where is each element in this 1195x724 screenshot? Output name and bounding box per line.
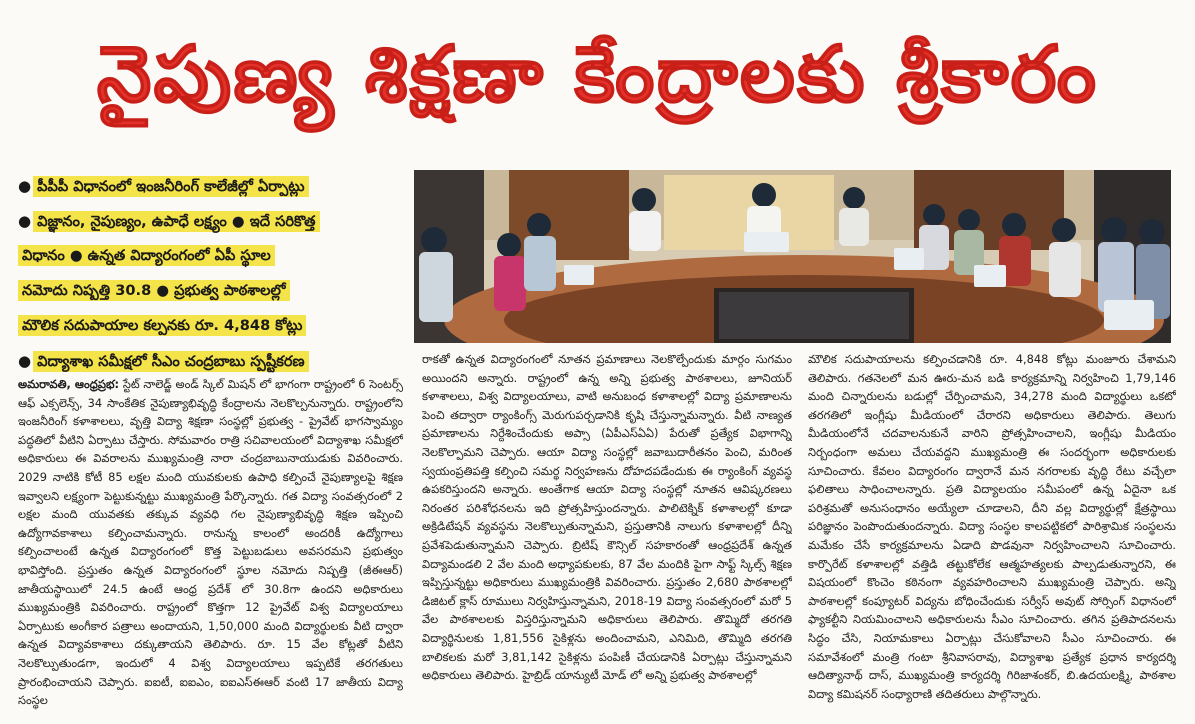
dateline: అమరావతి, ఆంధ్రప్రభ: [18,377,120,391]
bullet-line [18,242,406,270]
bullet-text: విధానం ● ఉన్నత విద్యారంగంలో ఏపీ స్థూల [18,245,275,266]
headline: నైపుణ్య శిక్షణా కేంద్రాలకు శ్రీకారం [96,30,1099,120]
article-text: స్టేట్ నాలెడ్జ్ అండ్ స్కిల్ మిషన్ లో భాగంగా రాష్ట్రంలో 6 సెంటర్స్ ఆఫ్ ఎక్సలెన్స్, 34 సాంకేతిక నైపుణ్యాభివృద్ధి కేంద్రాలను నెలకొల్పనున్నారు. రాష్ట్రంలోని ఇంజనీరింగ్ కళాశాలలు, వృత్తి విద్యా శిక్షణా సంస్థల్లో ప్రభుత్వ - ప్రైవేట్ భాగస్వామ్యం పద్ధతిలో వీటిని ఏర్పాటు చేస్తారు. సోమవారం రాత్రి సచివాలయంలో విద్యాశాఖ సమీక్షలో అధికారులు ఈ వివరాలను ముఖ్యమంత్రి నారా చంద్రబాబునాయుడుకు వివరించారు. 2029 నాటికి కోటీ 85 లక్షల మంది యువకులకు ఉపాధి కల్పించే నైపుణ్యాలపై శిక్షణ ఇవ్వాలని లక్ష్యంగా పెట్టుకున్నట్టు ముఖ్యమంత్రి పేర్కొన్నారు. గత విద్యా సంవత్సరంలో 2 లక్షల మంది యువతకు తక్కువ వ్యవధి గల నైపుణ్యాభివృద్ధి శిక్షణ ఇప్పించి ఉద్యోగావకాశాలు కల్పించామన్నారు. రానున్న కాలంలో అందరికీ ఉద్యోగాలు కల్పించాలంటే ఉన్నత విద్యారంగంలో కొత్త పెట్టుబడులు అవసరమని ప్రభుత్వం భావిస్తోంది. ప్రస్తుతం ఉన్నత విద్యారంగంలో స్థూల నమోదు నిష్పత్తి (జీఈఆర్) జాతీయస్థాయిలో 24.5 ఉంటే ఆంధ్ర ప్రదేశ్ లో 30.8గా ఉందని అధికారులు ముఖ్యమంత్రికి వివరించారు. రాష్ట్రంలో కొత్తగా 12 ప్రైవేట్ విశ్వ విద్యాలయాలు ఏర్పాటుకు అంగీకార పత్రాలు అందాయని, 1,50,000 మంది విద్యార్థులకు వీటి ద్వారా ఉన్నత విద్యావకాశాలు దక్కుతాయని తెలిపారు. రూ. 15 వేల కోట్లతో వీటిని నెలకొల్పుతుండగా, ఇందులో 4 విశ్వ విద్యాలయాలు ఇప్పటికే తరగతులు ప్రారంభించాయని చెప్పారు. ఐఐటీ, ఐఐఎం, ఐఐఎస్ఈఆర్ వంటి 17 జాతీయ విద్యా సంస్థల [18,377,403,708]
bullet-line [18,207,406,235]
bullet-line [18,347,406,375]
bullet-line [18,172,406,200]
summary-bullets [18,172,406,372]
bullet-text: విజ్ఞానం, నైపుణ్యం, ఉపాధే లక్ష్యం ● ఇదే సరికొత్త [33,211,319,232]
article-text: మౌలిక సదుపాయాలను కల్పించడానికి రూ. 4,848 కోట్లు మంజూరు చేశామని తెలిపారు. గతనెలలో మన ఊరు-మన బడి కార్యక్రమాన్ని నిర్వహించి 1,79,146 మంది చిన్నారులను బడుల్లో చేర్పించామని, 34,278 మంది విద్యార్థులు ఒకటో తరగతిలో ఇంగ్లీషు మీడియంలో చేరారని అధికారులు తెలిపారు. తెలుగు మీడియంలోనే చదవాలనుకునే వారిని ప్రోత్సహించాలని, ఇంగ్లీషు మీడియం నిర్బంధంగా అమలు చేయవద్దని ముఖ్యమంత్రి ఈ సందర్భంగా అధికారులకు సూచించారు. కేవలం విద్యారంగం ద్వారానే మన నగరాలకు వృద్ధి రేటు వచ్చేలా ఫలితాలు సాధించాలన్నారు. ప్రతి విద్యాలయం సమీపంలో ఉన్న ఏదైనా ఒక పరిశ్రమతో అనుసంధానం అయ్యేలా చూడాలని, దీని వల్ల విద్యార్థుల్లో క్షేత్రస్థాయి పరిజ్ఞానం పెంపొందుతుందన్నారు. విద్యా సంస్థల కాలపట్టికలో పారిశ్రామిక సంస్థలను మమేకం చేసే కార్యక్రమాలను ఏడాది పొడవునా నిర్వహించాలని సూచించారు. కార్పొరేట్ కళాశాలల్లో వత్తిడి తట్టుకోలేక ఆత్మహత్యలకు పాల్పడుతున్నారని, ఈ విషయంలో కొంచెం కఠినంగా వ్యవహరించాలని ముఖ్యమంత్రి చెప్పారు. అన్ని పాఠశాలల్లో కంప్యూటర్ విద్యను బోధించేందుకు సర్వీస్ అవుట్ సోర్సింగ్ విధానంలో ఫ్యాకల్టీని నియమించాలని అధికారులను సీఎం సూచించారు. తగిన ప్రతిపాదనలను సిద్ధం చేసి, నియామకాలు ఏర్పాట్లు చేసుకోవాలని సీఎం సూచించారు. ఈ సమావేశంలో మంత్రి గంటా శ్రీనివాసరావు, విద్యాశాఖ ప్రత్యేక ప్రధాన కార్యదర్శి ఆదిత్యానాథ్ దాస్, ముఖ్యమంత్రి కార్యదర్శి గిరిజాశంకర్, బి.ఉదయలక్ష్మి, పాఠశాల విద్యా కమిషనర్ సంధ్యారాణి తదితరులు పాల్గొన్నారు. [808,352,1176,701]
bullet-text: విద్యాశాఖ సమీక్షలో సీఎం చంద్రబాబు స్పష్టీకరణ [33,351,308,372]
bullet-dot-icon: ● [18,177,32,195]
meeting-photo-illustration [414,170,1171,343]
article-column-3 [808,350,1176,720]
bullet-line [18,312,406,340]
bullet-dot-icon: ● [18,352,32,370]
article-text: రాకతో ఉన్నత విద్యారంగంలో నూతన ప్రమాణాలు నెలకొల్పేందుకు మార్గం సుగమం అయిందని అన్నారు. రాష్ట్రంలో ఉన్న అన్ని ప్రభుత్వ పాఠశాలలు, జూనియర్ కళాశాలలు, విశ్వ విద్యాలయాలు, వాటి అనుబంధ కళాశాలల్లో విద్యా ప్రమాణాలను పెంచి తద్వారా ర్యాంకింగ్స్ మెరుగుపర్చడానికి కృషి చేస్తున్నామన్నారు. వీటి నాణ్యత ప్రమాణాలను నిర్దేశించేందుకు అప్సా (ఏపీఎస్ఏఏ) పేరుతో ప్రత్యేక విభాగాన్ని నెలకొల్పామని చెప్పారు. ఆయా విద్యా సంస్థల్లో జవాబుదారీతనం పెంచి, మరింత స్వయంప్రతిపత్తి కల్పించి సమర్థ నిర్వహణను దోహదపడేందుకు ఈ ర్యాంకింగ్ వ్యవస్థ ఉపకరిస్తుందని అన్నారు. అంతేగాక ఆయా విద్యా సంస్థల్లో నూతన ఆవిష్కరణలు నిరంతర పరిశోధనలను ఇది ప్రోత్సహిస్తుందన్నారు. పాలిటెక్నిక్ కళాశాలల్లో కూడా అక్రిడిటేషన్ వ్యవస్థను నెలకొల్పుతున్నామని, ప్రస్తుతానికి నాలుగు కళాశాలల్లో దీన్ని ప్రవేశపెడుతున్నామని చెప్పారు. బ్రిటిష్ కౌన్సిల్ సహకారంతో ఆంధ్రప్రదేశ్ ఉన్నత విద్యామండలి 2 వేల మంది అధ్యాపకులకు, 87 వేల మందికి పైగా సాఫ్ట్ స్కిల్స్ శిక్షణ ఇప్పిస్తున్నట్టు అధికారులు ముఖ్యమంత్రికి వివరించారు. ప్రస్తుతం 2,680 పాఠశాలల్లో డిజిటల్ క్లాస్ రూములు నిర్వహిస్తున్నామని, 2018-19 విద్యా సంవత్సరంలో మరో 5 వేల పాఠశాలలకు విస్తరిస్తున్నామని అధికారులు తెలిపారు. తొమ్మిదో తరగతి విద్యార్థినులకు 1,81,556 సైకిళ్లను అందించామని, ఎనిమిది, తొమ్మిది తరగతి బాలికలకు మరో 3,81,142 సైకిళ్లను పంపిణీ చేయడానికి ఏర్పాట్లు చేస్తున్నామని అధికారులు తెలిపారు. హైబ్రిడ్ యాన్యుటీ మోడ్ లో అన్ని ప్రభుత్వ పాఠశాలల్లో [422,352,792,683]
bullet-dot-icon: ● [18,212,32,230]
meeting-photo [414,170,1171,343]
article-column-2 [422,350,792,720]
article-column-1 [18,375,403,720]
bullet-text: నమోదు నిష్పత్తి 30.8 ● ప్రభుత్వ పాఠశాలల్లో [18,280,290,301]
bullet-text: పీపీపీ విధానంలో ఇంజనీరింగ్ కాలేజీల్లో ఏర్పాట్లు [33,176,308,197]
bullet-line [18,277,406,305]
bullet-text: మౌలిక సదుపాయాల కల్పనకు రూ. 4,848 కోట్లు [18,315,306,336]
headline-banner [0,0,1195,150]
